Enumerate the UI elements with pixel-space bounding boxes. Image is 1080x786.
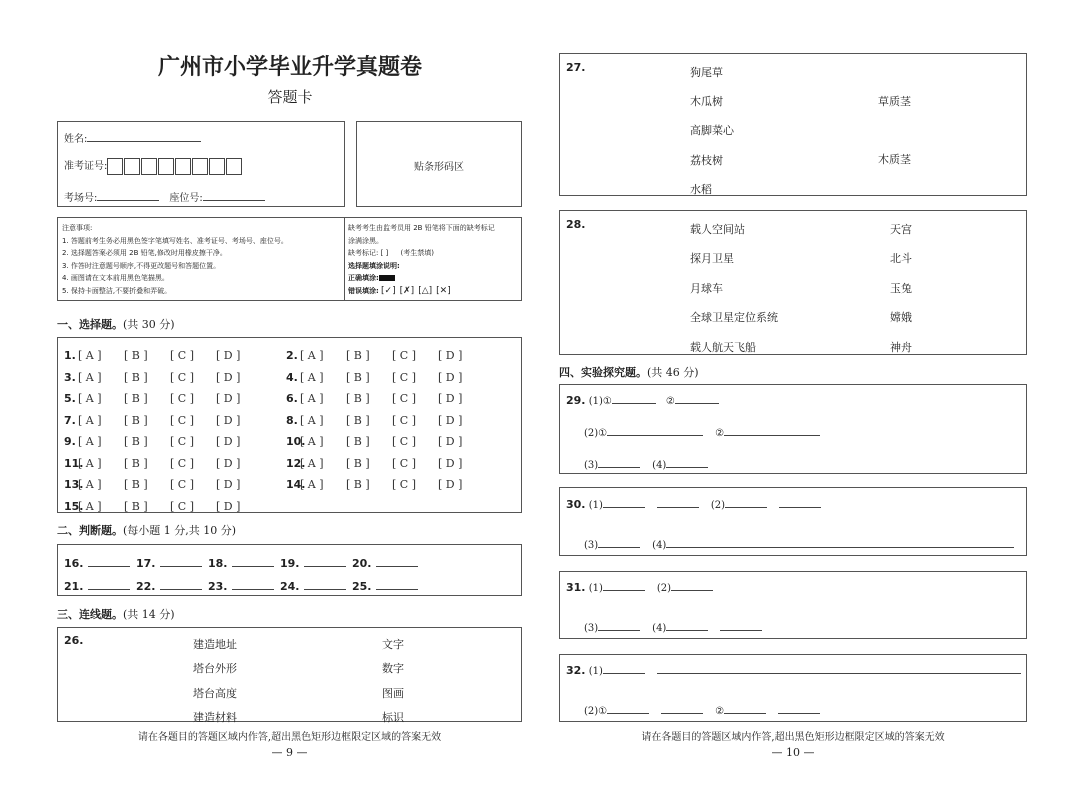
q27-box — [559, 53, 1027, 196]
question-number: 9. — [64, 435, 76, 448]
answer-blank[interactable] — [232, 577, 274, 590]
wrong-label: 错误填涂: — [348, 286, 379, 295]
match-item[interactable]: 探月卫星 — [690, 252, 734, 266]
question-number: 14. — [286, 478, 306, 491]
match-item[interactable]: 天宫 — [890, 223, 912, 236]
answer-blank[interactable] — [666, 618, 708, 631]
choice-option[interactable]: [ A ] — [300, 349, 324, 362]
answer-blank[interactable] — [376, 577, 418, 590]
match-item[interactable]: 木瓜树 — [690, 95, 723, 109]
name-field[interactable] — [64, 129, 201, 145]
choice-option[interactable]: [ A ] — [78, 456, 102, 470]
choice-option[interactable]: [ A ] — [300, 392, 324, 405]
choice-option[interactable]: [ A ] — [300, 370, 324, 384]
choice-option[interactable]: [ D ] — [438, 435, 463, 448]
question-number: 15. — [64, 499, 84, 513]
answer-label: (1)① — [588, 396, 612, 407]
notes-item: 4. 画图请在文本前用黑色笔描黑。 — [62, 274, 169, 282]
match-item[interactable]: 高脚菜心 — [690, 124, 734, 138]
choice-option[interactable]: [ A ] — [300, 456, 324, 470]
judgement-item — [208, 552, 280, 571]
q31-box — [559, 571, 1027, 639]
question-number: 10. — [286, 435, 306, 448]
match-item[interactable]: 狗尾草 — [690, 66, 723, 79]
question-number: 12. — [286, 456, 306, 470]
page-title: 广州市小学毕业升学真题卷 — [157, 55, 422, 80]
choice-option[interactable]: [ D ] — [216, 349, 241, 362]
q26-left-column — [193, 633, 237, 730]
choice-option[interactable]: [ C ] — [392, 392, 416, 405]
choice-option[interactable]: [ A ] — [300, 413, 324, 427]
answer-label: ② — [665, 396, 675, 407]
choice-option[interactable]: [ C ] — [392, 478, 416, 491]
choice-option[interactable]: [ A ] — [300, 478, 324, 491]
answer-blank[interactable] — [603, 495, 645, 508]
choice-option[interactable]: [ D ] — [438, 456, 463, 470]
judgement-item — [64, 575, 136, 594]
choice-row — [286, 344, 484, 363]
barcode-label: 贴条形码区 — [414, 162, 464, 173]
answer-label: (1) — [588, 500, 603, 511]
student-info-box — [57, 121, 345, 207]
choice-option[interactable]: [ A ] — [300, 435, 324, 448]
choice-option[interactable]: [ C ] — [170, 392, 194, 405]
judgement-row — [64, 575, 424, 594]
choice-option[interactable]: [ B ] — [346, 413, 370, 427]
answer-blank[interactable] — [376, 554, 418, 567]
choice-option[interactable]: [ C ] — [170, 456, 194, 470]
question-number: 13. — [64, 478, 84, 491]
answer-label: (2)① — [584, 428, 608, 439]
choice-row — [64, 430, 262, 449]
match-item[interactable]: 数字 — [382, 662, 404, 676]
question-number: 21. — [64, 580, 84, 593]
correct-fill-row — [348, 272, 520, 285]
absent-label: 缺考标记: — [348, 249, 379, 257]
notes-item: 3. 作答时注意题号顺序,不得更改题号和答题位置。 — [62, 261, 221, 270]
choice-option[interactable]: [ B ] — [346, 392, 370, 405]
answer-blank[interactable] — [779, 495, 821, 508]
answer-blank[interactable] — [304, 554, 346, 567]
wrong-mark: [△] — [418, 285, 433, 296]
choice-option[interactable]: [ C ] — [170, 435, 194, 448]
choice-option[interactable]: [ B ] — [124, 499, 148, 513]
answer-label: (1) — [588, 583, 603, 594]
section4-title: 四、实验探究题。 — [559, 366, 647, 379]
answer-blank[interactable] — [160, 554, 202, 567]
answer-blank[interactable] — [671, 578, 713, 591]
answer-blank[interactable] — [657, 495, 699, 508]
room-label: 考场号: — [64, 193, 98, 204]
choice-option[interactable]: [ C ] — [392, 456, 416, 470]
question-number: 6. — [286, 392, 298, 405]
choice-option[interactable]: [ D ] — [216, 435, 241, 448]
choice-option[interactable]: [ A ] — [78, 478, 102, 491]
choice-row — [286, 387, 484, 406]
choice-option[interactable]: [ C ] — [170, 349, 194, 362]
match-item[interactable]: 神舟 — [890, 340, 912, 354]
judgement-answer-box — [57, 544, 522, 596]
section1-heading — [57, 316, 175, 332]
answer-label: (1) — [588, 666, 603, 677]
answer-label: (3) — [584, 460, 599, 471]
question-number: 22. — [136, 580, 156, 593]
absent-text: 缺考考生由监考员用 2B 铅笔将下面的缺考标记 — [348, 224, 495, 232]
choice-option[interactable]: [ B ] — [346, 456, 370, 470]
notes-item: 5. 保持卡面整洁,不要折叠和弄破。 — [62, 286, 172, 295]
choice-option[interactable]: [ A ] — [78, 370, 102, 384]
page-number-left: — 9 — — [271, 746, 308, 759]
match-item[interactable]: 载人航天飞船 — [690, 340, 756, 354]
notes-title: 注意事项: — [62, 224, 93, 232]
answer-blank[interactable] — [666, 455, 708, 468]
question-number: 1. — [64, 349, 76, 362]
name-label: 姓名: — [64, 134, 88, 145]
match-item[interactable]: 玉兔 — [890, 281, 912, 295]
section3-title: 三、连线题。 — [57, 608, 123, 621]
footer-warning-right: 请在各题目的答题区域内作答,超出黑色矩形边框限定区域的答案无效 — [641, 732, 945, 743]
wrong-mark: [✗] — [399, 285, 415, 296]
answer-label: ② — [715, 428, 725, 439]
match-item[interactable]: 草质茎 — [878, 95, 911, 108]
q32-line1 — [566, 661, 1021, 677]
choice-option[interactable]: [ D ] — [216, 478, 241, 491]
match-item[interactable]: 文字 — [382, 638, 404, 651]
choice-row — [286, 430, 484, 449]
answer-blank[interactable] — [778, 701, 820, 714]
section2-score: (每小题 1 分,共 10 分) — [123, 524, 237, 537]
choice-row — [286, 473, 484, 492]
choice-option[interactable]: [ C ] — [392, 349, 416, 362]
answer-label: (2) — [656, 583, 672, 594]
question-number: 24. — [280, 580, 300, 593]
judgement-item — [280, 552, 352, 571]
match-item[interactable]: 载人空间站 — [690, 223, 745, 236]
section1-title: 一、选择题。 — [57, 318, 123, 331]
filled-mark-icon — [379, 275, 395, 281]
choice-option[interactable]: [ C ] — [170, 499, 194, 513]
answer-blank[interactable] — [88, 554, 130, 567]
choice-option[interactable]: [ A ] — [78, 349, 102, 362]
question-number: 18. — [208, 557, 228, 570]
answer-label: (4) — [652, 540, 667, 551]
match-item[interactable]: 全球卫星定位系统 — [690, 311, 778, 325]
answer-blank[interactable] — [304, 577, 346, 590]
section3-heading — [57, 606, 175, 622]
choice-option[interactable]: [ C ] — [392, 435, 416, 448]
judgement-row — [64, 552, 424, 571]
q26-number: 26. — [64, 634, 84, 647]
choice-option[interactable]: [ D ] — [216, 456, 241, 470]
q27-left-column — [690, 58, 734, 204]
choice-option[interactable]: [ C ] — [392, 413, 416, 427]
choice-option[interactable]: [ A ] — [78, 499, 102, 513]
q31-line2 — [584, 618, 762, 634]
choice-option[interactable]: [ C ] — [170, 478, 194, 491]
match-item[interactable]: 建造材料 — [193, 710, 237, 724]
choice-option[interactable]: [ A ] — [78, 392, 102, 405]
choice-option[interactable]: [ B ] — [124, 435, 148, 448]
match-item[interactable]: 北斗 — [890, 252, 912, 266]
q30-line1 — [566, 495, 821, 511]
question-number: 19. — [280, 557, 300, 570]
judgement-item — [136, 575, 208, 594]
q29-line3 — [584, 455, 708, 471]
choice-option[interactable]: [ B ] — [346, 478, 370, 491]
answer-blank[interactable] — [607, 423, 703, 436]
exam-id-field[interactable] — [64, 157, 243, 175]
choice-answer-box — [57, 337, 522, 513]
answer-blank[interactable] — [598, 455, 640, 468]
absent-mark-row — [348, 247, 520, 260]
choice-option[interactable]: [ A ] — [78, 413, 102, 427]
judgement-item — [280, 575, 352, 594]
answer-label: (4) — [652, 623, 667, 634]
absent-text: 涂满涂黑。 — [348, 236, 383, 245]
notes-item: 2. 选择题答案必须用 2B 铅笔,修改时用橡皮擦干净。 — [62, 249, 227, 257]
choice-row — [64, 452, 262, 471]
question-number: 16. — [64, 557, 84, 570]
answer-blank[interactable] — [88, 577, 130, 590]
choice-option[interactable]: [ A ] — [78, 435, 102, 448]
choice-row — [286, 452, 484, 471]
choice-option[interactable]: [ C ] — [392, 370, 416, 384]
question-number: 25. — [352, 580, 372, 593]
q30-line2 — [584, 535, 1014, 551]
choice-row — [64, 495, 262, 514]
question-number: 7. — [64, 413, 76, 427]
judgement-item — [64, 552, 136, 571]
choice-option[interactable]: [ B ] — [346, 435, 370, 448]
notes-list — [62, 222, 344, 297]
page-number-right: — 10 — — [771, 746, 815, 759]
q30-box — [559, 487, 1027, 556]
q28-right-column — [890, 215, 912, 362]
choice-row — [64, 344, 262, 363]
section2-title: 二、判断题。 — [57, 524, 123, 537]
answer-label: (4) — [652, 460, 667, 471]
answer-label: (3) — [584, 623, 599, 634]
match-item[interactable]: 塔台外形 — [193, 662, 237, 676]
question-number: 3. — [64, 370, 76, 384]
choice-option[interactable]: [ D ] — [438, 370, 463, 384]
choice-option[interactable]: [ D ] — [438, 349, 463, 362]
q26-right-column — [382, 633, 404, 730]
choice-option[interactable]: [ C ] — [170, 370, 194, 384]
question-number: 11. — [64, 456, 84, 470]
match-item[interactable]: 嫦娥 — [890, 311, 912, 325]
page-subtitle: 答题卡 — [267, 88, 313, 106]
question-number: 5. — [64, 392, 76, 405]
answer-label: (3) — [584, 540, 599, 551]
match-item[interactable]: 建造地址 — [193, 638, 237, 651]
answer-blank[interactable] — [720, 618, 762, 631]
choice-option[interactable]: [ B ] — [124, 456, 148, 470]
judgement-item — [136, 552, 208, 571]
q28-left-column — [690, 215, 778, 362]
match-item[interactable]: 荔枝树 — [690, 153, 723, 167]
wrong-fill-row — [348, 285, 520, 298]
answer-blank[interactable] — [725, 495, 767, 508]
q29-line2 — [584, 423, 820, 439]
choice-row — [286, 409, 484, 428]
answer-blank[interactable] — [657, 661, 1021, 674]
q29-box — [559, 384, 1027, 474]
answer-blank[interactable] — [603, 661, 645, 674]
notes-item: 1. 答题前考生务必用黑色签字笔填写姓名、准考证号、考场号、座位号。 — [62, 236, 288, 245]
choice-option[interactable]: [ B ] — [124, 478, 148, 491]
choice-option[interactable]: [ D ] — [216, 392, 241, 405]
question-number: 17. — [136, 557, 156, 570]
match-item[interactable]: 标识 — [382, 710, 404, 724]
choice-option[interactable]: [ D ] — [438, 478, 463, 491]
section3-score: (共 14 分) — [123, 608, 175, 621]
answer-blank[interactable] — [675, 391, 719, 404]
question-number: 20. — [352, 557, 372, 570]
choice-row — [64, 473, 262, 492]
question-number: 23. — [208, 580, 228, 593]
q26-box — [57, 627, 522, 722]
choice-row — [286, 366, 484, 385]
choice-option[interactable]: [ B ] — [124, 392, 148, 405]
section4-score: (共 46 分) — [647, 366, 699, 379]
fill-instructions — [348, 222, 520, 297]
notes-box — [57, 217, 522, 301]
q28-box — [559, 210, 1027, 355]
q29-line1 — [566, 391, 719, 407]
q31-number: 31. — [566, 581, 586, 594]
answer-blank[interactable] — [232, 554, 274, 567]
judgement-item — [352, 575, 424, 594]
answer-blank[interactable] — [661, 701, 703, 714]
q28-number: 28. — [566, 218, 586, 231]
match-item[interactable]: 木质茎 — [878, 153, 911, 167]
section1-score: (共 30 分) — [123, 318, 175, 331]
answer-blank[interactable] — [160, 577, 202, 590]
choice-option[interactable]: [ B ] — [124, 349, 148, 362]
answer-label: (2) — [710, 500, 726, 511]
question-number: 8. — [286, 413, 298, 427]
wrong-mark: [✓] — [381, 285, 396, 296]
seat-label: 座位号: — [169, 193, 203, 204]
barcode-area — [356, 121, 522, 207]
answer-blank[interactable] — [598, 618, 640, 631]
correct-label: 正确填涂: — [348, 274, 379, 282]
q30-number: 30. — [566, 498, 586, 511]
choice-option[interactable]: [ B ] — [124, 370, 148, 384]
choice-option[interactable]: [ D ] — [216, 370, 241, 384]
q32-box — [559, 654, 1027, 722]
choice-row — [64, 387, 262, 406]
q32-line2 — [584, 701, 820, 717]
choice-option[interactable]: [ B ] — [346, 370, 370, 384]
q27-number: 27. — [566, 61, 586, 74]
choice-option[interactable]: [ C ] — [170, 413, 194, 427]
section2-heading — [57, 522, 236, 538]
answer-label: (2)① — [584, 706, 608, 717]
choice-row — [64, 409, 262, 428]
choice-option[interactable]: [ D ] — [216, 499, 241, 513]
choice-option[interactable]: [ D ] — [216, 413, 241, 427]
choice-option[interactable]: [ B ] — [346, 349, 370, 362]
answer-blank[interactable] — [603, 578, 645, 591]
wrong-mark: [✕] — [436, 285, 451, 296]
answer-blank[interactable] — [598, 535, 640, 548]
judgement-item — [208, 575, 280, 594]
match-item[interactable]: 塔台高度 — [193, 686, 237, 700]
choice-row — [64, 366, 262, 385]
answer-blank[interactable] — [612, 391, 656, 404]
footer-warning-left: 请在各题目的答题区域内作答,超出黑色矩形边框限定区域的答案无效 — [137, 732, 442, 743]
answer-blank[interactable] — [724, 701, 766, 714]
question-number: 2. — [286, 349, 298, 362]
absent-note: (考生禁填) — [400, 249, 434, 257]
q27-right-column — [878, 87, 911, 175]
answer-blank[interactable] — [607, 701, 649, 714]
choice-option[interactable]: [ D ] — [438, 392, 463, 405]
q29-number: 29. — [566, 394, 586, 407]
answer-blank[interactable] — [666, 535, 1014, 548]
section4-heading — [559, 364, 699, 380]
question-number: 4. — [286, 370, 298, 384]
q32-number: 32. — [566, 664, 586, 677]
match-item[interactable]: 图画 — [382, 686, 404, 700]
exam-id-label: 准考证号: — [64, 161, 108, 172]
match-item[interactable]: 水稻 — [690, 182, 712, 196]
match-item[interactable]: 月球车 — [690, 281, 723, 295]
absent-checkbox[interactable]: [ ] — [380, 249, 389, 257]
judgement-item — [352, 552, 424, 571]
room-seat-fields[interactable] — [64, 188, 265, 204]
q31-line1 — [566, 578, 713, 594]
choice-option[interactable]: [ D ] — [438, 413, 463, 427]
answer-blank[interactable] — [724, 423, 820, 436]
answer-label: ② — [715, 706, 725, 717]
fill-title: 选择题填涂说明: — [348, 261, 400, 270]
choice-option[interactable]: [ B ] — [124, 413, 148, 427]
